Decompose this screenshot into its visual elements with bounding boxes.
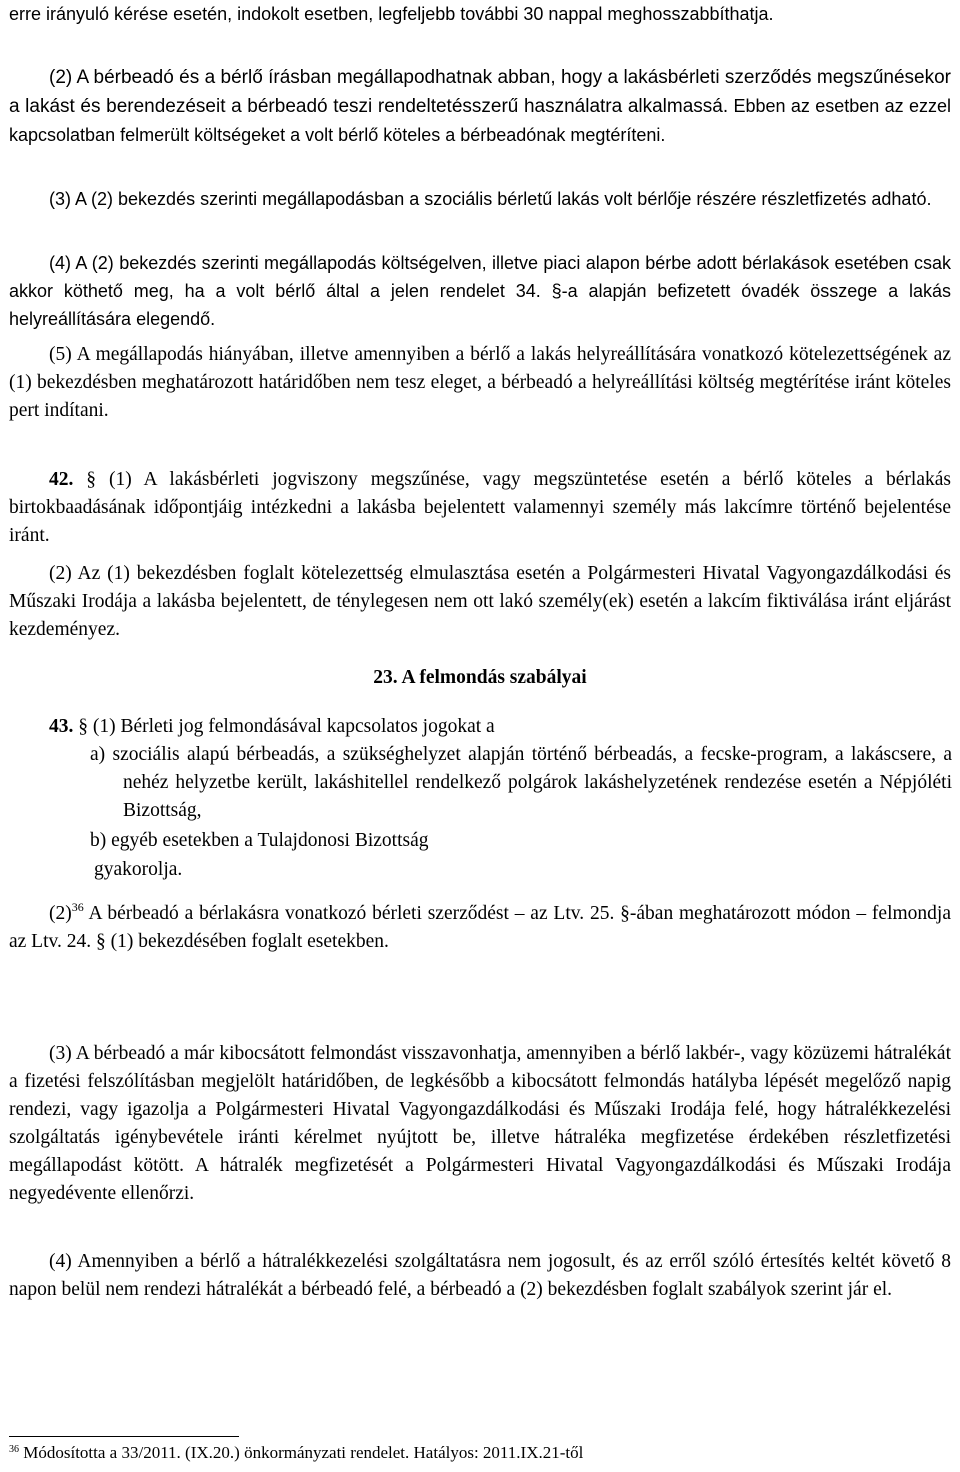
section-43-par-2 (9, 900, 951, 956)
section-43-text: § (1) Bérleti jog felmondásával kapcsolatos jogokat a (73, 716, 495, 737)
par-2-text: A bérbeadó a bérlakásra vonatkozó bérleti szerződést – az Ltv. 25. §-ában meghatározott módon – felmondja az Ltv. 24. § (1) bekezdésében foglalt esetekben. (9, 903, 951, 952)
paragraph-2-cont: Ebben az esetben az ezzel kapcsolatban felmerült költségeket a volt bérlő köteles a bérbeadónak megtéríteni. (9, 96, 951, 145)
paragraph-2 (9, 64, 951, 150)
footnote-text: Módosította a 33/2011. (IX.20.) önkormányzati rendelet. Hatályos: 2011.IX.21-től (19, 1443, 584, 1462)
section-43-par-3: (3) A bérbeadó a már kibocsátott felmondást visszavonhatja, amennyiben a bérlő lakbér-, vagy közüzemi hátralékát a fizetési felszólításban megjelölt határidőben, de legkésőbb a kibocsátott felmondás hatályba lépését megelőző napig rendezi, vagy igazolja a Polgármesteri Hivatal Vagyongazdálkodási és Műszaki Irodája felé, hogy hátralékkezelési szolgáltatás igénybevétele iránti kérelmet nyújtott be, illetve hátraléka megfizetése érdekében részletfizetési megállapodást kötött. A hátralék megfizetését a Polgármesteri Hivatal Vagyongazdálkodási és Műszaki Irodája negyedévente ellenőrzi. (9, 1043, 951, 1204)
footnote-divider (9, 1436, 239, 1437)
section-42 (9, 466, 951, 550)
paragraph-4: (4) A (2) bekezdés szerinti megállapodás költségelven, illetve piaci alapon bérbe adott bérlakások esetében csak akkor köthető meg, ha a volt bérlő által a jelen rendelet 34. §-a alapján befizetett óvadék összege a lakás helyreállítására elegendő. (9, 253, 951, 329)
par-2-label: (2) (49, 903, 72, 924)
section-43-number: 43. (49, 716, 74, 737)
footnote (9, 1442, 583, 1464)
section-42-text: § (1) A lakásbérleti jogviszony megszűnése, vagy megszüntetése esetén a bérlő köteles a bérlakás birtokbaadásának időpontjáig intézkedni a lakásba bejelentett valamennyi személy más lakcímre történő bejelentése iránt. (9, 469, 951, 546)
footnote-ref[interactable]: 36 (71, 900, 84, 914)
section-43 (49, 713, 495, 741)
gyakorolja-text: gyakorolja. (94, 859, 183, 880)
list-item-a: a) szociális alapú bérbeadás, a szükséghelyzet alapján történő bérbeadás, a fecske-program, a lakáscsere, a nehéz helyzetbe került, lakáshitellel rendelkező polgárok lakáshelyzetének rendezése esetén a Népjóléti Bizottság, (90, 744, 952, 821)
list-item-b: b) egyéb esetekben a Tulajdonosi Bizottság (90, 830, 429, 851)
footnote-mark: 36 (9, 1444, 19, 1455)
paragraph-continuation: erre irányuló kérése esetén, indokolt esetben, legfeljebb további 30 nappal meghosszabbíthatja. (9, 4, 774, 24)
paragraph-5: (5) A megállapodás hiányában, illetve amennyiben a bérlő a lakás helyreállítására vonatkozó kötelezettségének az (1) bekezdésben meghatározott határidőben nem tesz eleget, a bérbeadó a helyreállítási költség megtérítése iránt köteles pert indítani. (9, 344, 951, 421)
section-heading: 23. A felmondás szabályai (373, 667, 587, 688)
section-42-number: 42. (49, 469, 74, 490)
paragraph-2-sans: (2) A bérbeadó és a bérlő írásban megállapodhatnak abban, hogy a lakásbérleti szerződés megszűnésekor a lakást és berendezéseit a bérbeadó teszi rendeltetésszerű használatra alkalmassá. (9, 67, 951, 117)
paragraph-3: (3) A (2) bekezdés szerinti megállapodásban a szociális bérletű lakás volt bérlője részére részletfizetés adható. (49, 189, 932, 209)
section-43-par-4: (4) Amennyiben a bérlő a hátralékkezelési szolgáltatásra nem jogosult, és az erről szóló értesítés keltét követő 8 napon belül nem rendezi hátralékát a bérbeadó felé, a bérbeadó a (2) bekezdésben foglalt szabályok szerint jár el. (9, 1251, 951, 1300)
section-42-par-2: (2) Az (1) bekezdésben foglalt kötelezettség elmulasztása esetén a Polgármesteri Hivatal Vagyongazdálkodási és Műszaki Irodája a lakásba bejelentett, de ténylegesen nem ott lakó személy(ek) esetén a lakcím fiktiválása iránt eljárást kezdeményez. (9, 563, 951, 640)
